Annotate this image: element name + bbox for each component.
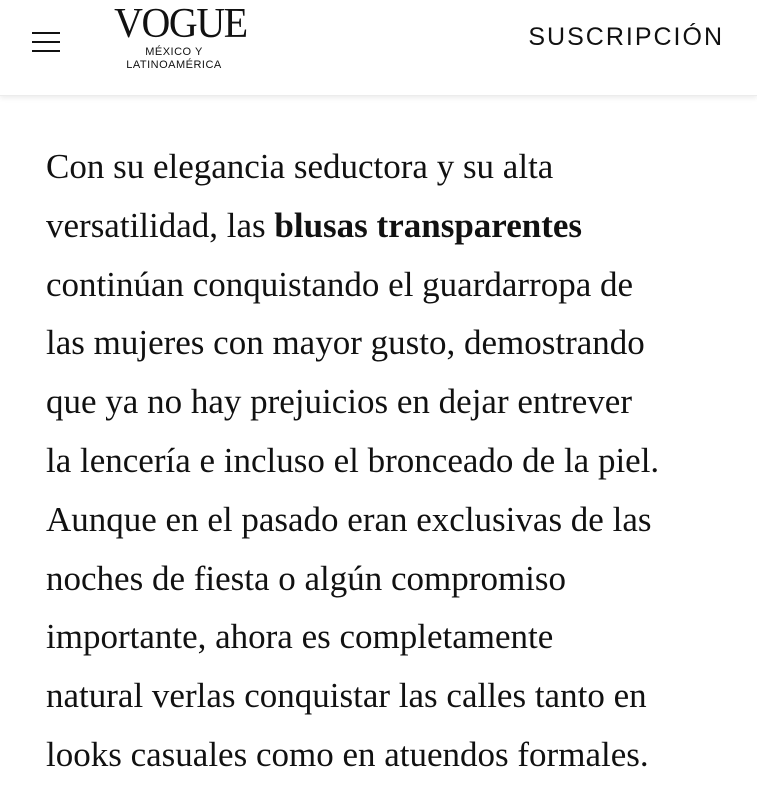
article-line-10: natural verlas conquistar las calles tanto en (46, 676, 647, 716)
article-line-6: la lencería e incluso el bronceado de la piel. (46, 440, 660, 480)
article-line-7: Aunque en el pasado eran exclusivas de las (46, 499, 652, 539)
article-paragraph (46, 138, 722, 785)
article-line-5: que ya no hay prejuicios en dejar entrever (46, 382, 632, 422)
article-line-2-start: versatilidad, las (46, 205, 275, 245)
subscription-link[interactable]: SUSCRIPCIÓN (528, 23, 724, 51)
article-line-11: looks casuales como en atuendos formales. (46, 734, 649, 774)
article-line-9: importante, ahora es completamente (46, 617, 554, 657)
article-line-3: continúan conquistando el guardarropa de (46, 264, 634, 304)
article-body (46, 138, 722, 785)
bold-phrase-blusas-transparentes: blusas transparentes (274, 205, 583, 245)
hamburger-menu-icon (32, 29, 60, 53)
site-header (0, 0, 757, 96)
menu-icon-line-bottom (32, 50, 60, 52)
vogue-logo: VOGUE (114, 1, 247, 47)
menu-icon-line-top (32, 32, 60, 34)
menu-button[interactable] (26, 24, 66, 58)
logo-region-line-2: LATINOAMÉRICA (126, 59, 222, 71)
menu-icon-line-middle (32, 41, 60, 43)
logo-region-line-1: MÉXICO Y (145, 46, 203, 58)
article-line-1: Con su elegancia seductora y su alta (46, 147, 554, 186)
vogue-logo-link[interactable] (111, 1, 247, 83)
article-line-8: noches de fiesta o algún compromiso (46, 558, 567, 598)
article-line-4: las mujeres con mayor gusto, demostrando (46, 323, 645, 363)
